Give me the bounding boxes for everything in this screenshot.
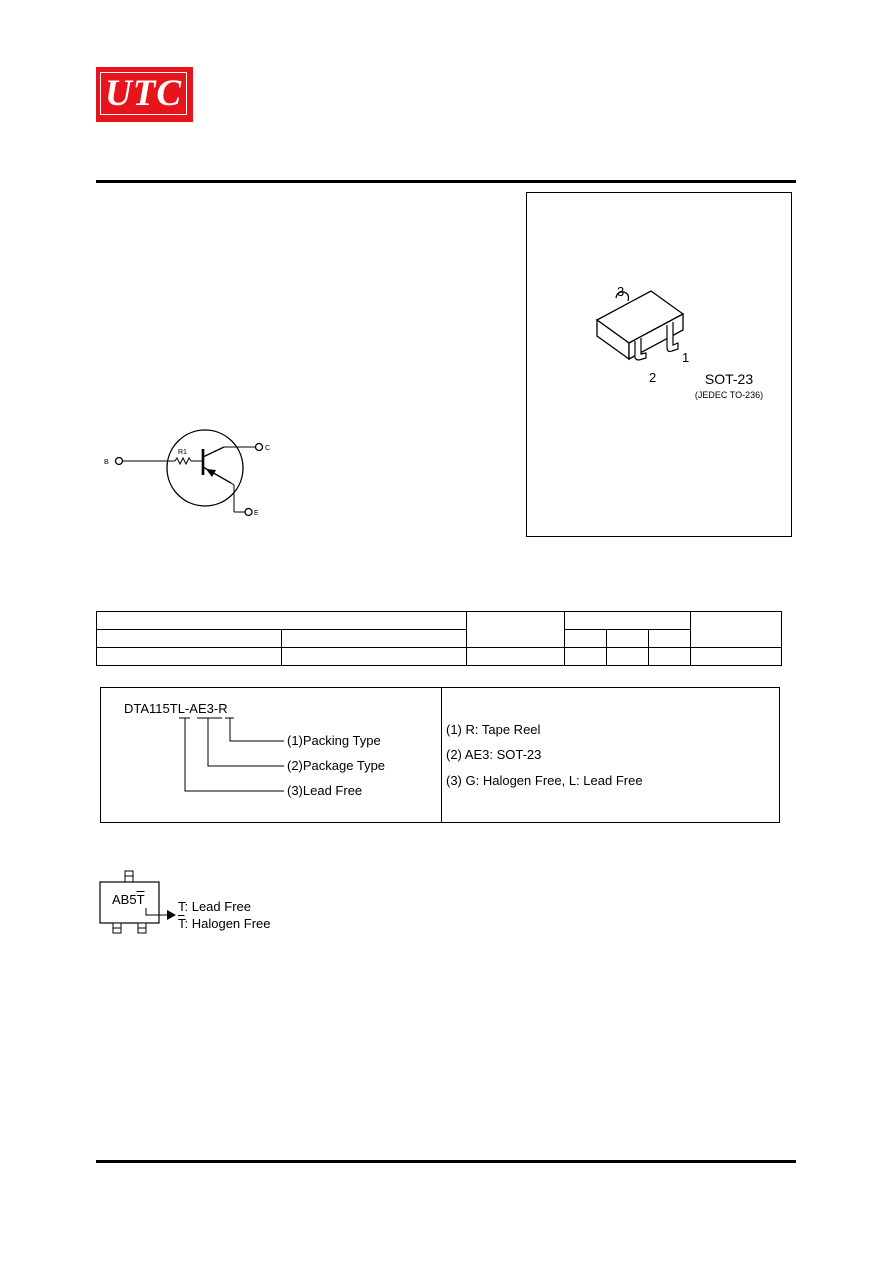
sot23-package-drawing — [527, 193, 791, 536]
decode-bracket-lines — [101, 688, 441, 822]
table-row — [97, 648, 782, 666]
note-text: R: Tape Reel — [461, 722, 541, 737]
pin-3-label: 3 — [617, 284, 625, 299]
resistor-icon — [175, 458, 191, 464]
note-lead-free — [446, 773, 643, 788]
table-cell — [607, 630, 649, 648]
transistor-symbol — [100, 425, 280, 525]
note-text: G: Halogen Free, L: Lead Free — [461, 773, 643, 788]
marking-legend-halogen-text: : Halogen Free — [184, 916, 271, 931]
part-number-dash: - — [184, 701, 190, 716]
table-cell — [467, 612, 565, 648]
utc-logo — [96, 67, 193, 122]
table-cell — [691, 648, 782, 666]
marking-legend-halogen-free — [178, 916, 271, 931]
table-cell — [565, 630, 607, 648]
marking-code-prefix: AB5 — [112, 892, 137, 907]
note-packing — [446, 722, 540, 737]
package-outline-box — [526, 192, 792, 537]
part-number-decode-box — [100, 687, 780, 823]
pin-1-label: 1 — [682, 350, 690, 365]
part-number-prefix: DTA115TL — [124, 701, 185, 716]
utc-logo-text: UTC — [100, 72, 187, 115]
marking-legend-halogen-code: $\overline{T}$ — [178, 916, 185, 931]
part-number-dash: - — [213, 701, 219, 716]
table-cell — [282, 648, 467, 666]
note-package — [446, 747, 541, 762]
collector-terminal-icon — [256, 444, 263, 451]
package-standard: (JEDEC TO-236) — [694, 390, 764, 400]
marking-code-suffix: $\overline{T}$ — [136, 892, 145, 907]
marking-legend-lead-free: T: Lead Free — [178, 899, 251, 914]
legend-package-type: (2)Package Type — [287, 758, 386, 773]
legend-lead-free: (3)Lead Free — [287, 783, 363, 798]
table-cell — [607, 648, 649, 666]
table-cell — [649, 648, 691, 666]
table-cell — [97, 612, 467, 630]
table-cell — [97, 630, 282, 648]
table-cell — [691, 612, 782, 648]
legend-packing-type: (1)Packing Type — [287, 733, 381, 748]
resistor-label: R1 — [178, 449, 187, 456]
package-name: SOT-23 — [704, 371, 754, 387]
emitter-terminal-icon — [245, 509, 252, 516]
ordering-table — [96, 611, 782, 666]
base-terminal-icon — [116, 458, 123, 465]
decode-divider — [441, 688, 442, 822]
base-label: B — [104, 459, 109, 466]
table-row — [97, 612, 782, 630]
marking-arrow-icon — [140, 900, 180, 920]
note-key: (3) — [446, 773, 462, 788]
table-cell — [97, 648, 282, 666]
header-rule — [96, 180, 796, 183]
note-key: (1) — [446, 722, 462, 737]
note-key: (2) — [446, 747, 462, 762]
table-cell — [565, 612, 691, 630]
pin-2-label: 2 — [649, 370, 657, 385]
collector-label: C — [265, 445, 271, 452]
note-text: AE3: SOT-23 — [461, 747, 542, 762]
part-number-package-code: AE3 — [189, 701, 214, 716]
footer-rule — [96, 1160, 796, 1163]
table-cell — [467, 648, 565, 666]
table-row — [97, 630, 782, 648]
part-number-packing-code: R — [218, 701, 228, 716]
table-cell — [282, 630, 467, 648]
table-cell — [565, 648, 607, 666]
table-cell — [649, 630, 691, 648]
emitter-label: E — [254, 510, 259, 517]
